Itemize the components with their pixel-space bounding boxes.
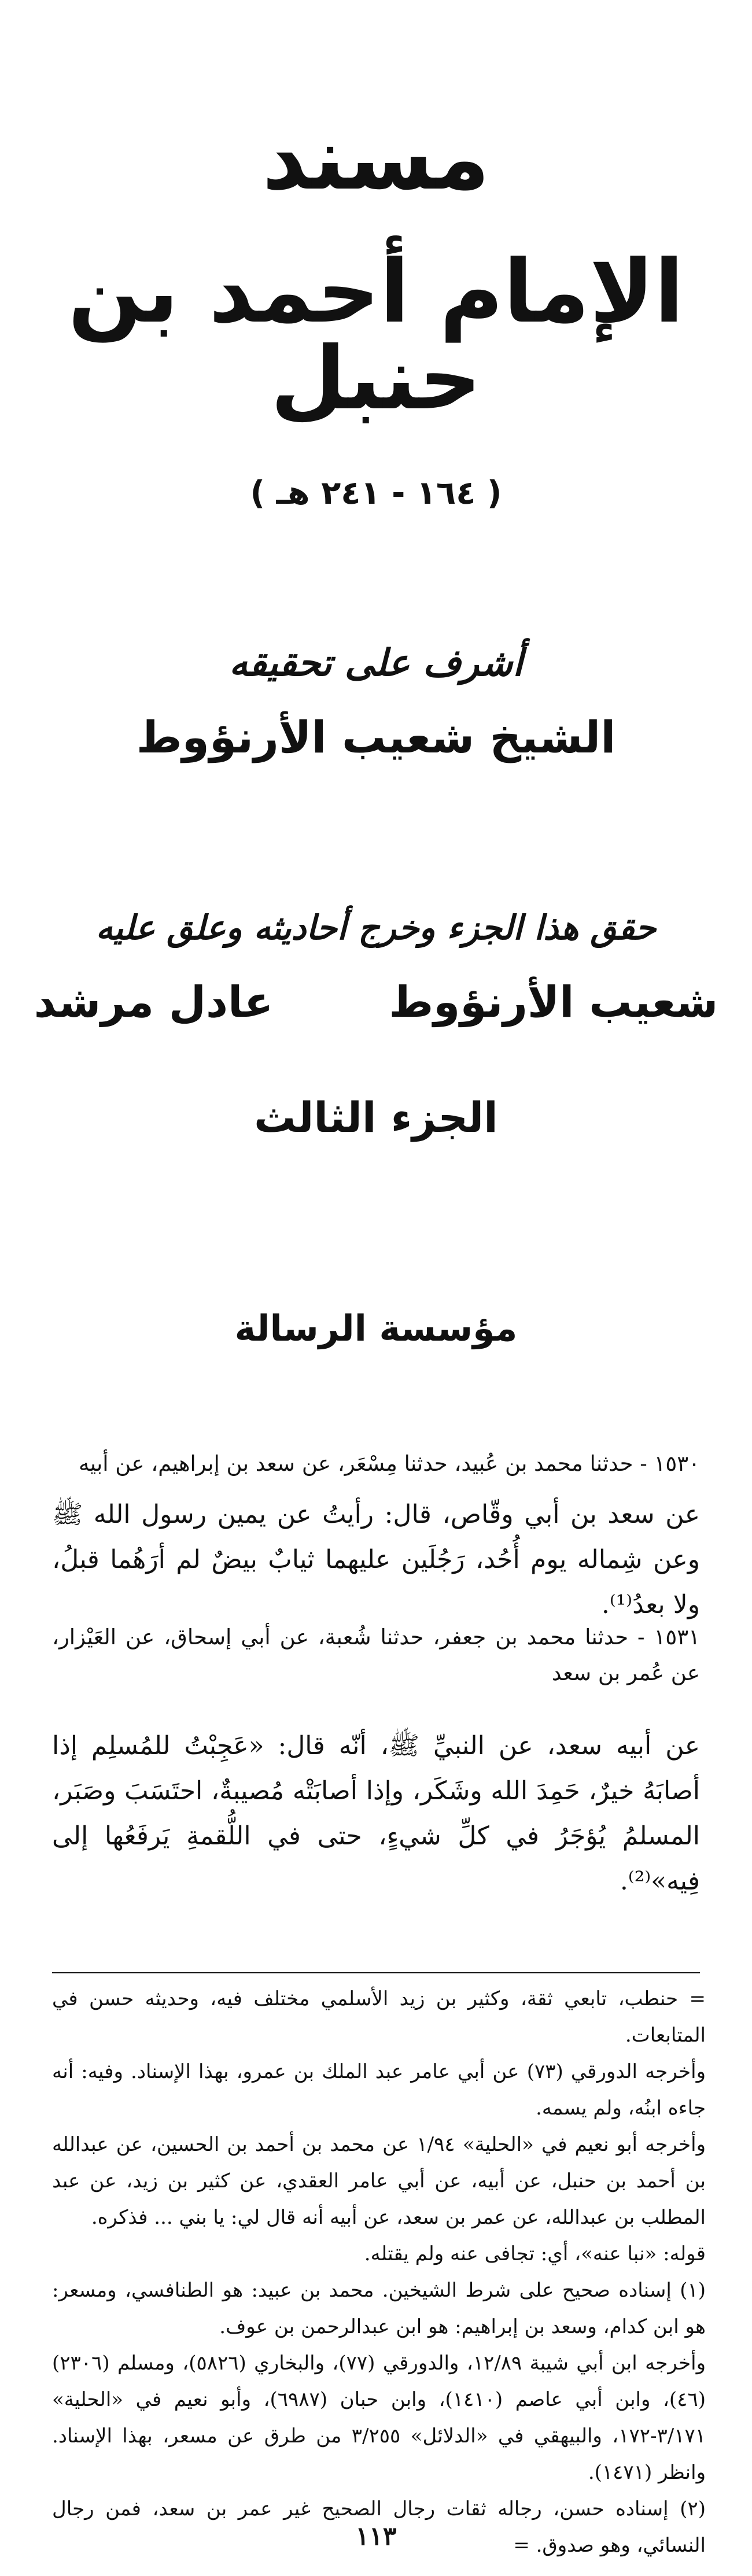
hadith-1530-isnad: ١٥٣٠ - حدثنا محمد بن عُبيد، حدثنا مِسْعَر، عن سعد بن إبراهيم، عن أبيه [78, 1451, 700, 1476]
footnote-divider [52, 1972, 700, 1973]
publisher-name: مؤسسة الرسالة [234, 1307, 518, 1349]
hadith-1530-matn: عن سعد بن أبي وقّاص، قال: رأيتُ عن يمين رسول الله ﷺ وعن شِماله يوم أُحُد، رَجُلَين عليهما ثيابٌ بيضٌ لم أرَهُما قبلُ، ولا بعدُ⁽¹⁾. [52, 1500, 700, 1619]
editor-name: شعيب الأرنؤوط [389, 977, 718, 1027]
editors [0, 977, 752, 1027]
footnote-paragraph: قوله: «نبا عنه»، أي: تجافى عنه ولم يقتله. [364, 2242, 706, 2265]
supervision-label: أشرف على تحقيقه [229, 642, 523, 685]
author-years: ( ١٦٤ - ٢٤١ هـ ) [250, 474, 502, 512]
credits-line: حقق هذا الجزء وخرج أحاديثه وعلق عليه [95, 908, 657, 947]
footnote-paragraph: وأخرجه ابن أبي شيبة ١٢/٨٩، والدورقي (٧٧)، والبخاري (٥٨٢٦)، ومسلم (٢٣٠٦) (٤٦)، وابن أبي عاصم (١٤١٠)، وابن حبان (٦٩٨٧)، وأبو نعيم في «الحلية» ٣/١٧١-١٧٢، والبيهقي في «الدلائل» ٣/٢٥٥ من طرق عن مسعر، بهذا الإسناد. وانظر (١٤٧١). [52, 2352, 706, 2484]
footnotes [52, 1981, 706, 2564]
supervisor-name: الشيخ شعيب الأرنؤوط [136, 711, 616, 763]
footnote-paragraph: = حنطب، تابعي ثقة، وكثير بن زيد الأسلمي مختلف فيه، وحديثه حسن في المتابعات. [52, 1987, 706, 2047]
footnote-paragraph: وأخرجه الدورقي (٧٣) عن أبي عامر عبد الملك بن عمرو، بهذا الإسناد. وفيه: أنه جاءه ابنُه، ولم يسمه. [52, 2060, 706, 2120]
footnote-paragraph: (١) إسناده صحيح على شرط الشيخين. محمد بن عبيد: هو الطنافسي، ومسعر: هو ابن كدام، وسعد بن إبراهيم: هو ابن عبدالرحمن بن عوف. [52, 2279, 706, 2338]
hadith-1531-isnad: ١٥٣١ - حدثنا محمد بن جعفر، حدثنا شُعبة، عن أبي إسحاق، عن العَيْزار، عن عُمر بن سعد [52, 1625, 700, 1685]
footnote-paragraph: وأخرجه أبو نعيم في «الحلية» ١/٩٤ عن محمد بن أحمد بن الحسين، عن عبدالله بن أحمد بن حنبل، عن أبيه، عن أبي عامر العقدي، عن كثير بن زيد، عن عبد المطلب بن عبدالله، عن عمر بن سعد، عن أبيه أنه قال لي: يا بني ... فذكره. [52, 2133, 706, 2229]
hadith-1531-matn: عن أبيه سعد، عن النبيِّ ﷺ، أنّه قال: «عَجِبْتُ للمُسلِم إذا أصابَهُ خيرٌ، حَمِدَ الله وشَكَر، وإذا أصابَتْه مُصيبةٌ، احتَسَبَ وصَبَر، المسلمُ يُؤجَرُ في كلِّ شيءٍ، حتى في اللُّقمةِ يَرفَعُها إلى فِيه»⁽²⁾. [52, 1731, 700, 1896]
book-title: مسند [262, 109, 490, 209]
book-title-author: الإمام أحمد بن حنبل [68, 242, 684, 429]
page-number: ١١٣ [355, 2522, 397, 2551]
volume-label: الجزء الثالث [254, 1093, 498, 1142]
footnote-paragraph: (٢) إسناده حسن، رجاله ثقات رجال الصحيح غير عمر بن سعد، فمن رجال النسائي، وهو صدوق. = [52, 2497, 706, 2557]
editor-name: عادل مرشد [34, 977, 274, 1027]
